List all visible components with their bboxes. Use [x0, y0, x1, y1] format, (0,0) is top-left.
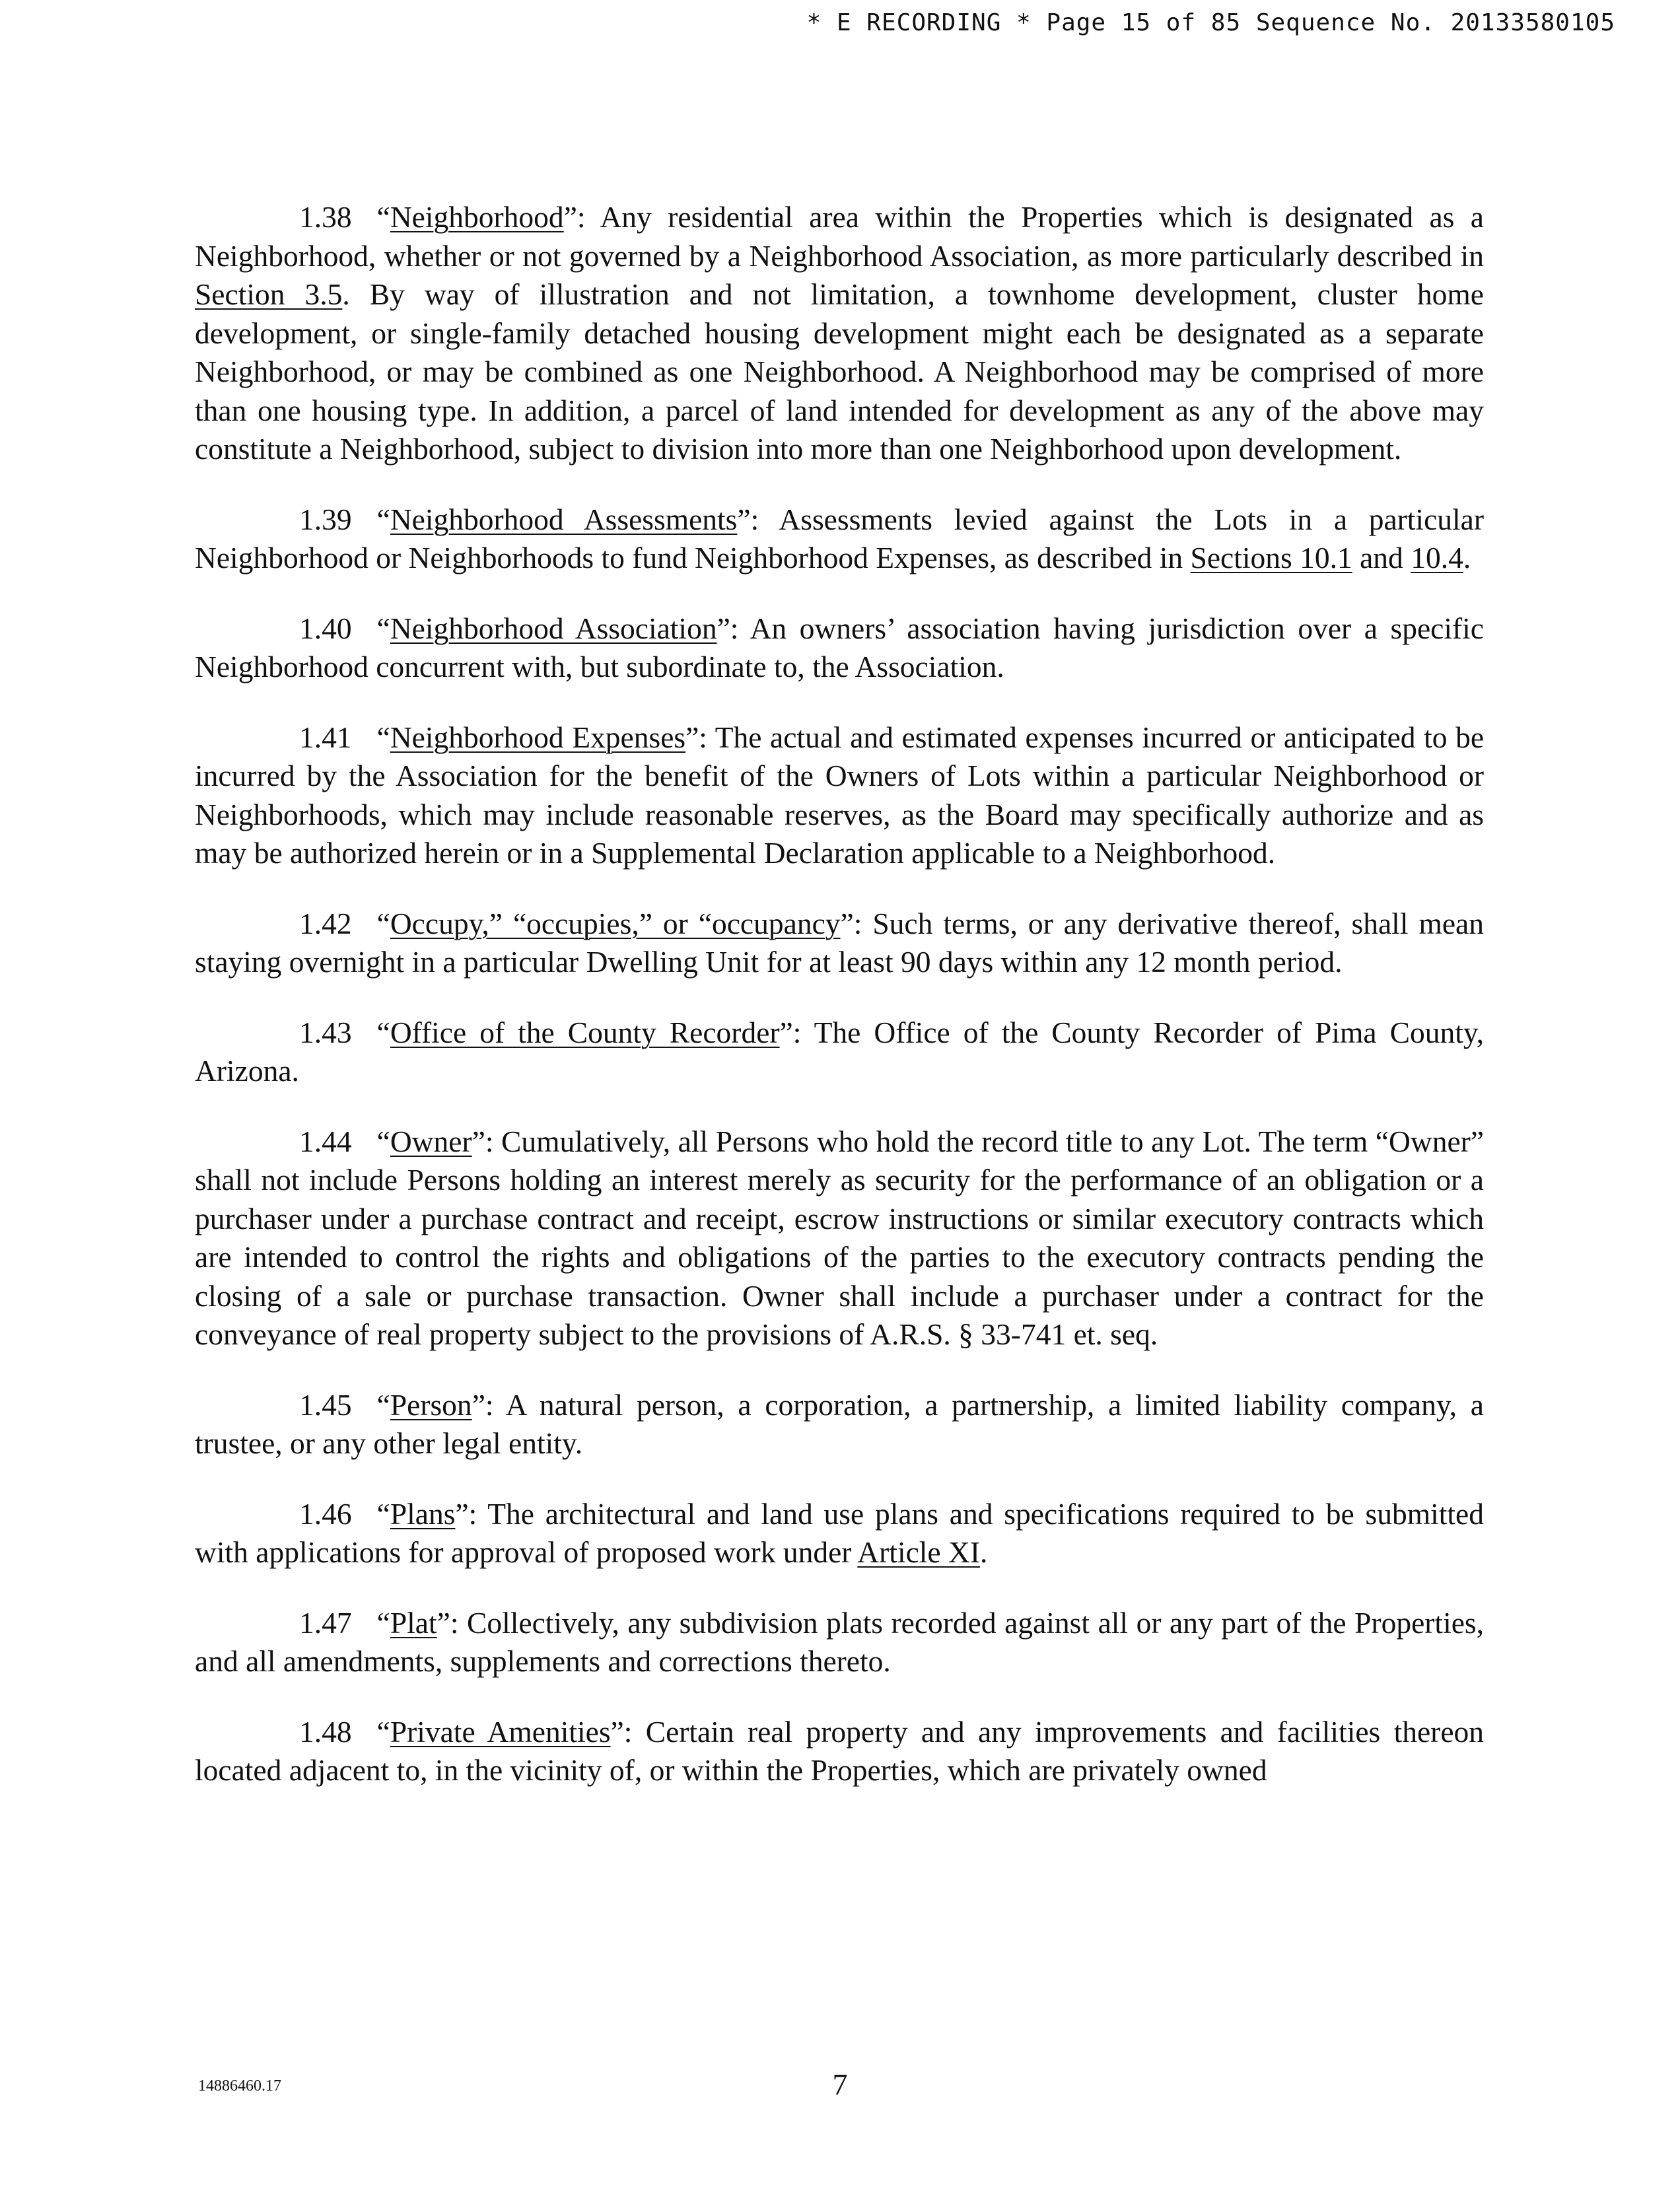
defined-term: “Office of the County Recorder”: — [376, 1015, 814, 1049]
definition-text: . — [1463, 541, 1471, 574]
defined-term: “Neighborhood Expenses”: — [376, 720, 715, 754]
defined-term: “Neighborhood”: — [376, 200, 600, 234]
section-number: 1.43 — [299, 1015, 352, 1049]
section-number: 1.42 — [299, 906, 352, 940]
section-number: 1.39 — [299, 502, 352, 536]
definition-text: Such terms, or any derivative thereof, shall mean staying overnight in a particular Dwelling Unit for at least 90 days within any 12 month period. — [195, 906, 1484, 979]
definition-paragraph — [195, 1123, 1484, 1354]
document-body — [195, 198, 1484, 1822]
definition-text: and — [1352, 541, 1411, 574]
section-number: 1.41 — [299, 720, 352, 754]
definition-text: . By way of illustration and not limitation, a townhome development, cluster home development, or single-family detached housing development might each be designated as a separate Neighborhood, or may be combined as one Neighborhood. A Neighborhood may be comprised of more than one housing type. In addition, a parcel of land intended for development as any of the above may constitute a Neighborhood, subject to division into more than one Neighborhood upon development. — [195, 277, 1485, 466]
definition-paragraph — [195, 905, 1484, 982]
definition-paragraph — [195, 718, 1484, 873]
cross-reference: Article XI — [857, 1535, 981, 1569]
defined-term: “Plat”: — [376, 1605, 468, 1640]
section-number: 1.48 — [299, 1714, 352, 1749]
definition-text: The actual and estimated expenses incurred or anticipated to be incurred by the Association for the benefit of the Owners of Lots within a particular Neighborhood or Neighborhoods, which may include reasonable reserves, as the Board may specifically authorize and as may be authorized herein or in a Supplemental Declaration applicable to a Neighborhood. — [195, 720, 1485, 870]
section-number: 1.45 — [299, 1387, 352, 1422]
defined-term: “Neighborhood Assessments”: — [376, 502, 779, 536]
definition-text: Collectively, any subdivision plats recorded against all or any part of the Properties, and all amendments, supplements and corrections thereto. — [195, 1605, 1484, 1678]
definition-paragraph — [195, 1014, 1484, 1091]
definition-text: Any residential area within the Properties which is designated as a Neighborhood, whether or not governed by a Neighborhood Association, as more particularly described in — [195, 200, 1484, 273]
definition-text: Cumulatively, all Persons who hold the record title to any Lot. The term “Owner” shall not include Persons holding an interest merely as security for the performance of an obligation or a purchaser under a purchase contract and receipt, escrow instructions or similar executory contracts which are intended to control the rights and obligations of the parties to the executory contracts pending the closing of a sale or purchase transaction. Owner shall include a purchaser under a contract for the conveyance of real property subject to the provisions of A.R.S. § 33-741 et. seq. — [195, 1124, 1484, 1351]
page-number: 7 — [832, 2067, 848, 2101]
definition-text: The architectural and land use plans and specifications required to be submitted with applications for approval of proposed work under — [195, 1496, 1484, 1569]
definition-paragraph — [195, 501, 1484, 578]
definition-text: An owners’ association having jurisdiction over a specific Neighborhood concurrent with, but subordinate to, the Association. — [195, 611, 1484, 683]
definition-text: A natural person, a corporation, a partnership, a limited liability company, a trustee, or any other legal entity. — [195, 1387, 1484, 1460]
section-number: 1.40 — [299, 611, 352, 645]
defined-term: “Occupy,” “occupies,” or “occupancy”: — [376, 906, 873, 940]
definition-paragraph — [195, 1713, 1484, 1790]
cross-reference: Sections 10.1 — [1190, 541, 1352, 574]
definition-paragraph — [195, 1604, 1484, 1681]
defined-term: “Person”: — [376, 1387, 506, 1422]
definition-paragraph — [195, 198, 1484, 469]
definition-text: Certain real property and any improvements and facilities thereon located adjacent to, in the vicinity of, or within the Properties, which are privately owned — [195, 1714, 1485, 1787]
definition-paragraph — [195, 609, 1484, 687]
defined-term: “Owner”: — [376, 1124, 502, 1158]
definition-text: . — [980, 1535, 988, 1569]
section-number: 1.47 — [299, 1605, 352, 1640]
defined-term: “Private Amenities”: — [376, 1714, 646, 1749]
definition-paragraph — [195, 1495, 1484, 1572]
defined-term: “Plans”: — [376, 1496, 488, 1531]
section-number: 1.46 — [299, 1496, 352, 1531]
cross-reference: 10.4 — [1411, 541, 1463, 574]
section-number: 1.44 — [299, 1124, 352, 1158]
definition-paragraph — [195, 1386, 1484, 1463]
recording-header: * E RECORDING * Page 15 of 85 Sequence No. 20133580105 — [806, 9, 1615, 36]
definition-text: Assessments levied against the Lots in a particular Neighborhood or Neighborhoods to fund Neighborhood Expenses, as described in — [195, 502, 1485, 574]
defined-term: “Neighborhood Association”: — [376, 611, 750, 645]
section-number: 1.38 — [299, 200, 352, 234]
document-id: 14886460.17 — [198, 2077, 281, 2095]
cross-reference: Section 3.5 — [195, 277, 343, 311]
definition-text: The Office of the County Recorder of Pima County, Arizona. — [195, 1015, 1485, 1088]
